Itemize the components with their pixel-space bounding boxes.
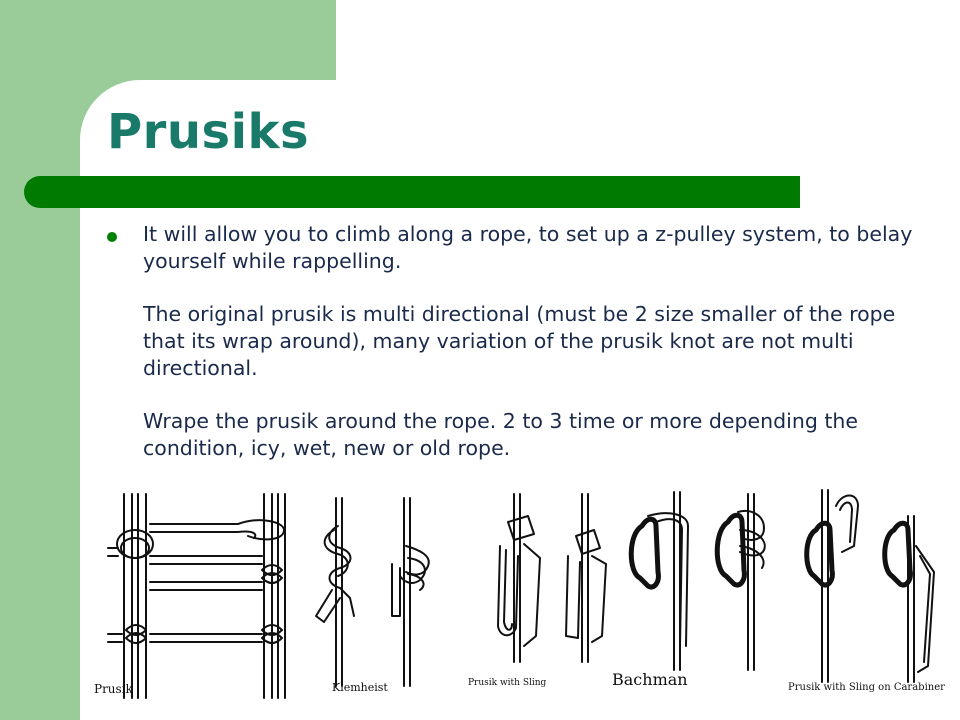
bachman-drawing <box>631 492 765 670</box>
knot-drawings <box>88 486 938 706</box>
prusik-drawing <box>108 494 285 698</box>
paragraph-2: The original prusik is multi directional (must be 2 size smaller of the rope that its wrap around), many variation of the prusik knot are not multi directional. <box>143 302 896 380</box>
title-underline-bar <box>24 176 800 208</box>
klemheist-drawing <box>316 498 429 686</box>
caption-bachman: Bachman <box>612 670 688 689</box>
caption-prusik-with-sling: Prusik with Sling <box>468 678 547 688</box>
prusik-with-sling-drawing <box>498 494 606 662</box>
knot-illustrations <box>88 486 945 706</box>
caption-prusik-sling-carabiner: Prusik with Sling on Carabiner <box>788 682 945 693</box>
caption-prusik: Prusik <box>94 682 133 696</box>
slide-title: Prusiks <box>107 104 310 160</box>
paragraph-1: It will allow you to climb along a rope, to set up a z-pulley system, to belay yourself while rappelling. <box>143 222 913 273</box>
bullet-dot <box>107 232 117 242</box>
caption-klemheist: Klemheist <box>332 681 388 694</box>
paragraph-3: Wrape the prusik around the rope. 2 to 3 time or more depending the condition, icy, wet, new or old rope. <box>143 408 859 460</box>
bullet-text <box>143 221 943 461</box>
prusik-sling-carabiner-drawing <box>807 490 934 682</box>
